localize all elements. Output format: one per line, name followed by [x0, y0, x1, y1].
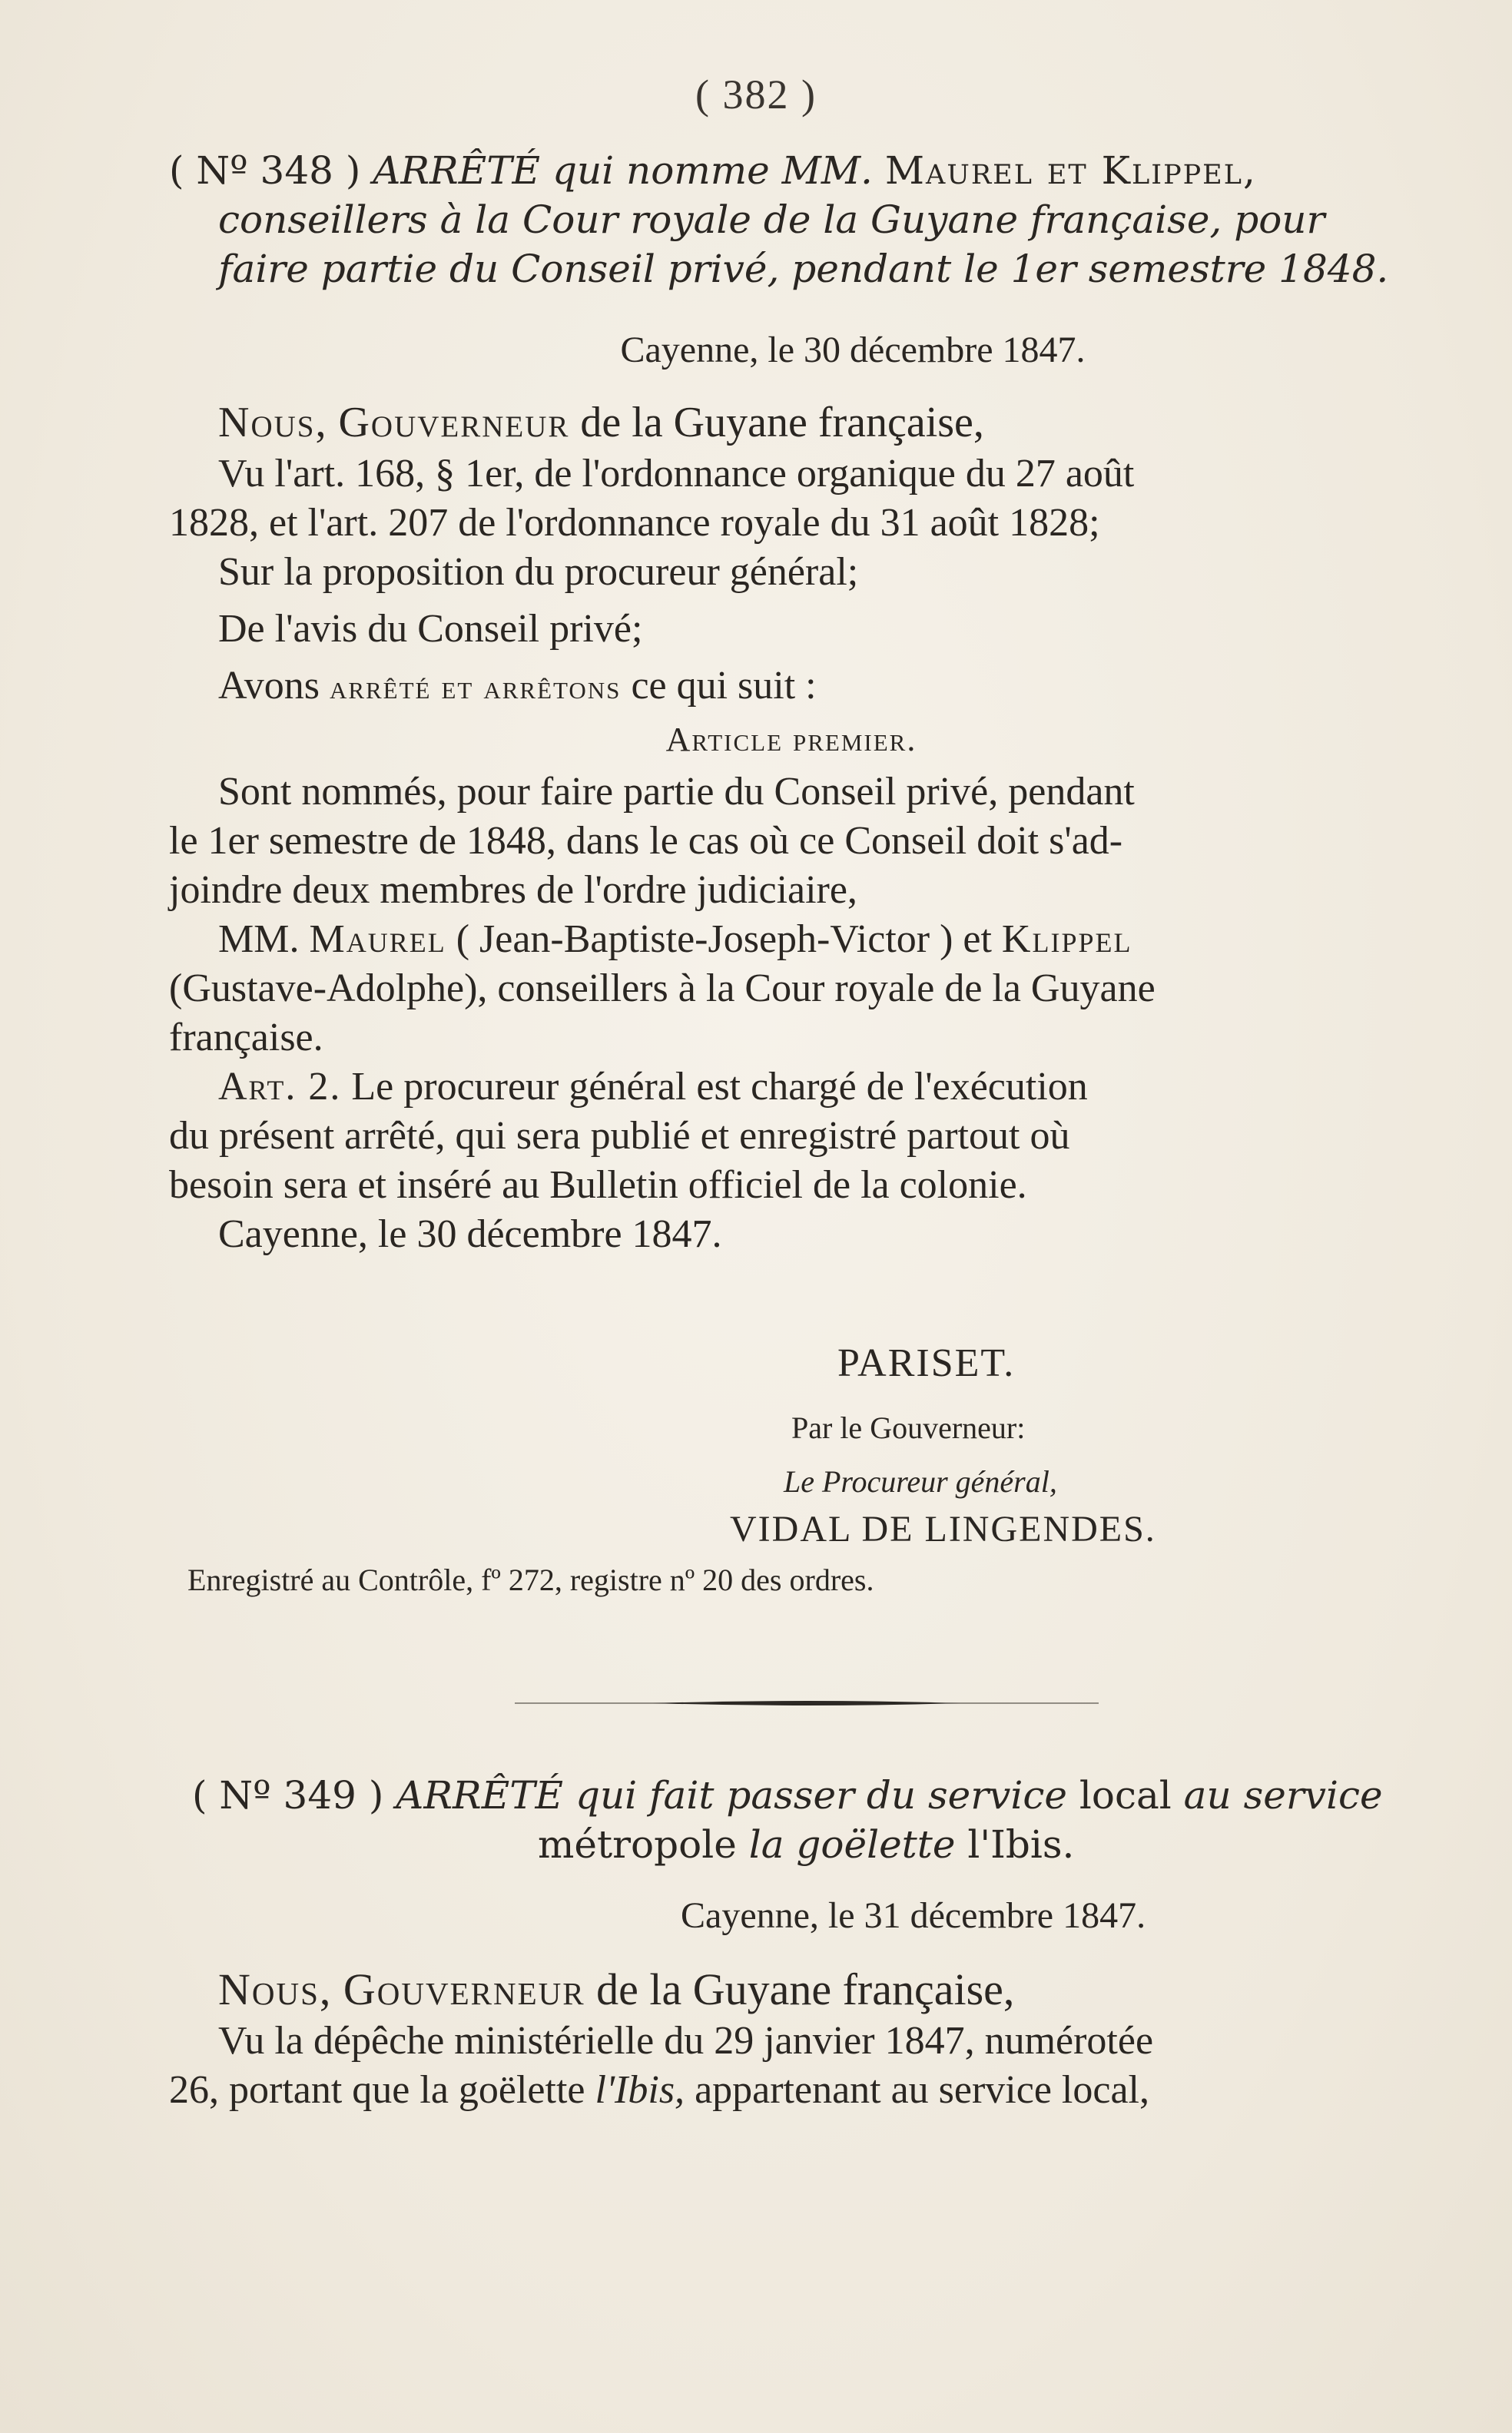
decree-349-vu-line-2-a: 26, portant que la goëlette: [169, 2068, 585, 2112]
decree-348-signature-block: [169, 1341, 1414, 1600]
decree-348-closing-date: Cayenne, le 30 décembre 1847.: [218, 1212, 722, 1256]
decree-348-gov-rest: de la Guyane française,: [580, 399, 984, 446]
decree-349-gov-rest: de la Guyane française,: [596, 1964, 1015, 2014]
decree-349-heading-line-1: [192, 1771, 1483, 1820]
decree-348-avons-sc: arrêté et arrêtons: [329, 668, 622, 706]
decree-348-heading-line-2: conseillers à la Cour royale de la Guyane française, pour: [218, 197, 1325, 242]
decree-348-vu-line-1: Vu l'art. 168, § 1er, de l'ordonnance organique du 27 août: [218, 452, 1135, 496]
decree-348-sur: Sur la proposition du procureur général;: [218, 550, 859, 594]
decree-348-art2-line-1: [169, 1062, 1414, 1112]
decree-348-mm-maurel: Maurel: [309, 917, 446, 961]
decree-348-arrete: ARRÊTÉ: [373, 148, 541, 193]
decree-348-mm-klippel: Klippel: [1001, 917, 1132, 961]
decree-348-mm-line-2: (Gustave-Adolphe), conseillers à la Cour royale de la Guyane: [169, 966, 1156, 1010]
decree-349-nous: Nous,: [218, 1964, 333, 2014]
decree-349-vu-line-1: Vu la dépêche ministérielle du 29 janvier 1847, numérotée: [218, 2019, 1154, 2063]
decree-348-vu-line-2: 1828, et l'art. 207 de l'ordonnance royale du 31 août 1828;: [169, 501, 1100, 545]
decree-348-number: ( Nº 348 ): [169, 148, 361, 193]
decree-349-heading: [192, 1771, 1483, 1869]
decree-349-preamble: [169, 1963, 1414, 2115]
decree-349-vu-line-2-b: appartenant au service local,: [695, 2068, 1149, 2112]
decree-349-date: Cayenne, le 31 décembre 1847.: [681, 1895, 1146, 1936]
divider-line: [515, 1699, 1099, 1707]
decree-348-mm-middle: ( Jean-Baptiste-Joseph-Victor ) et: [456, 917, 992, 961]
decree-349-heading-local: local: [1079, 1773, 1172, 1818]
decree-348-mm-line-1: [169, 915, 1414, 964]
decree-349-vu-ibis: l'Ibis,: [595, 2068, 685, 2112]
decree-348-heading-line-1: [169, 146, 1414, 195]
decree-348-avons-2: ce qui suit :: [631, 664, 817, 708]
decree-348-art2-text: Le procureur général est chargé de l'exécution: [351, 1065, 1088, 1109]
decree-348-signature: PARISET.: [837, 1341, 1016, 1385]
decree-348-date: Cayenne, le 30 décembre 1847.: [620, 330, 1086, 370]
decree-348-nous-line: [169, 396, 1414, 449]
page-number: ( 382 ): [695, 71, 817, 118]
decree-348-heading-rest: qui nomme MM.: [552, 148, 873, 193]
decree-349-heading-metropole: métropole: [538, 1822, 737, 1867]
decree-348-art2-label: Art. 2.: [218, 1065, 342, 1109]
decree-348-procureur-name: VIDAL DE LINGENDES.: [730, 1509, 1156, 1550]
decree-348-heading-names: Maurel et Klippel,: [884, 148, 1257, 193]
decree-349-arrete: ARRÊTÉ: [396, 1773, 564, 1818]
decree-349-heading-line-2: [192, 1820, 1483, 1869]
decree-348-mm: MM.: [218, 917, 300, 961]
decree-349-heading-goelette: la goëlette: [748, 1822, 956, 1867]
decree-348-nous: Nous,: [218, 399, 328, 446]
decree-348-art2-line-2: du présent arrêté, qui sera publié et enregistré partout où: [169, 1114, 1070, 1158]
decree-348-gouverneur: Gouverneur: [338, 399, 570, 446]
decree-348-par-le: Par le Gouverneur:: [791, 1410, 1026, 1445]
decree-349-nous-line: [169, 1963, 1414, 2017]
decree-349-heading-end: au service: [1183, 1773, 1383, 1818]
decree-348-avons-1: Avons: [218, 664, 320, 708]
decree-348-art2-line-3: besoin sera et inséré au Bulletin officiel de la colonie.: [169, 1163, 1027, 1207]
decree-348-preamble: [169, 396, 1414, 1259]
decree-348-avis: De l'avis du Conseil privé;: [218, 607, 643, 651]
decree-348-enregistre: Enregistré au Contrôle, fº 272, registre nº 20 des ordres.: [187, 1563, 874, 1597]
decree-349-gouverneur: Gouverneur: [343, 1964, 585, 2014]
decree-348-procureur-title: Le Procureur général,: [784, 1464, 1057, 1499]
decree-349-number: ( Nº 349 ): [192, 1773, 384, 1818]
decree-348-avons-line: [169, 661, 1414, 712]
decree-348-art1-line-2: le 1er semestre de 1848, dans le cas où ce Conseil doit s'ad-: [169, 819, 1123, 863]
decree-349-heading-ibis: l'Ibis.: [967, 1822, 1075, 1867]
decree-349-vu-line-2: [169, 2066, 1414, 2115]
decree-348-article-premier: Article premier.: [665, 721, 917, 758]
section-divider: [515, 1699, 1099, 1707]
decree-348-heading-line-3: faire partie du Conseil privé, pendant le 1er semestre 1848.: [218, 247, 1389, 291]
decree-348-heading: [169, 146, 1414, 293]
decree-348-art1-line-1: Sont nommés, pour faire partie du Conseil privé, pendant: [218, 770, 1135, 814]
decree-349-heading-rest: qui fait passer du service: [575, 1773, 1067, 1818]
decree-348-mm-line-3: française.: [169, 1016, 323, 1059]
decree-348-art1-line-3: joindre deux membres de l'ordre judiciaire,: [169, 868, 857, 912]
